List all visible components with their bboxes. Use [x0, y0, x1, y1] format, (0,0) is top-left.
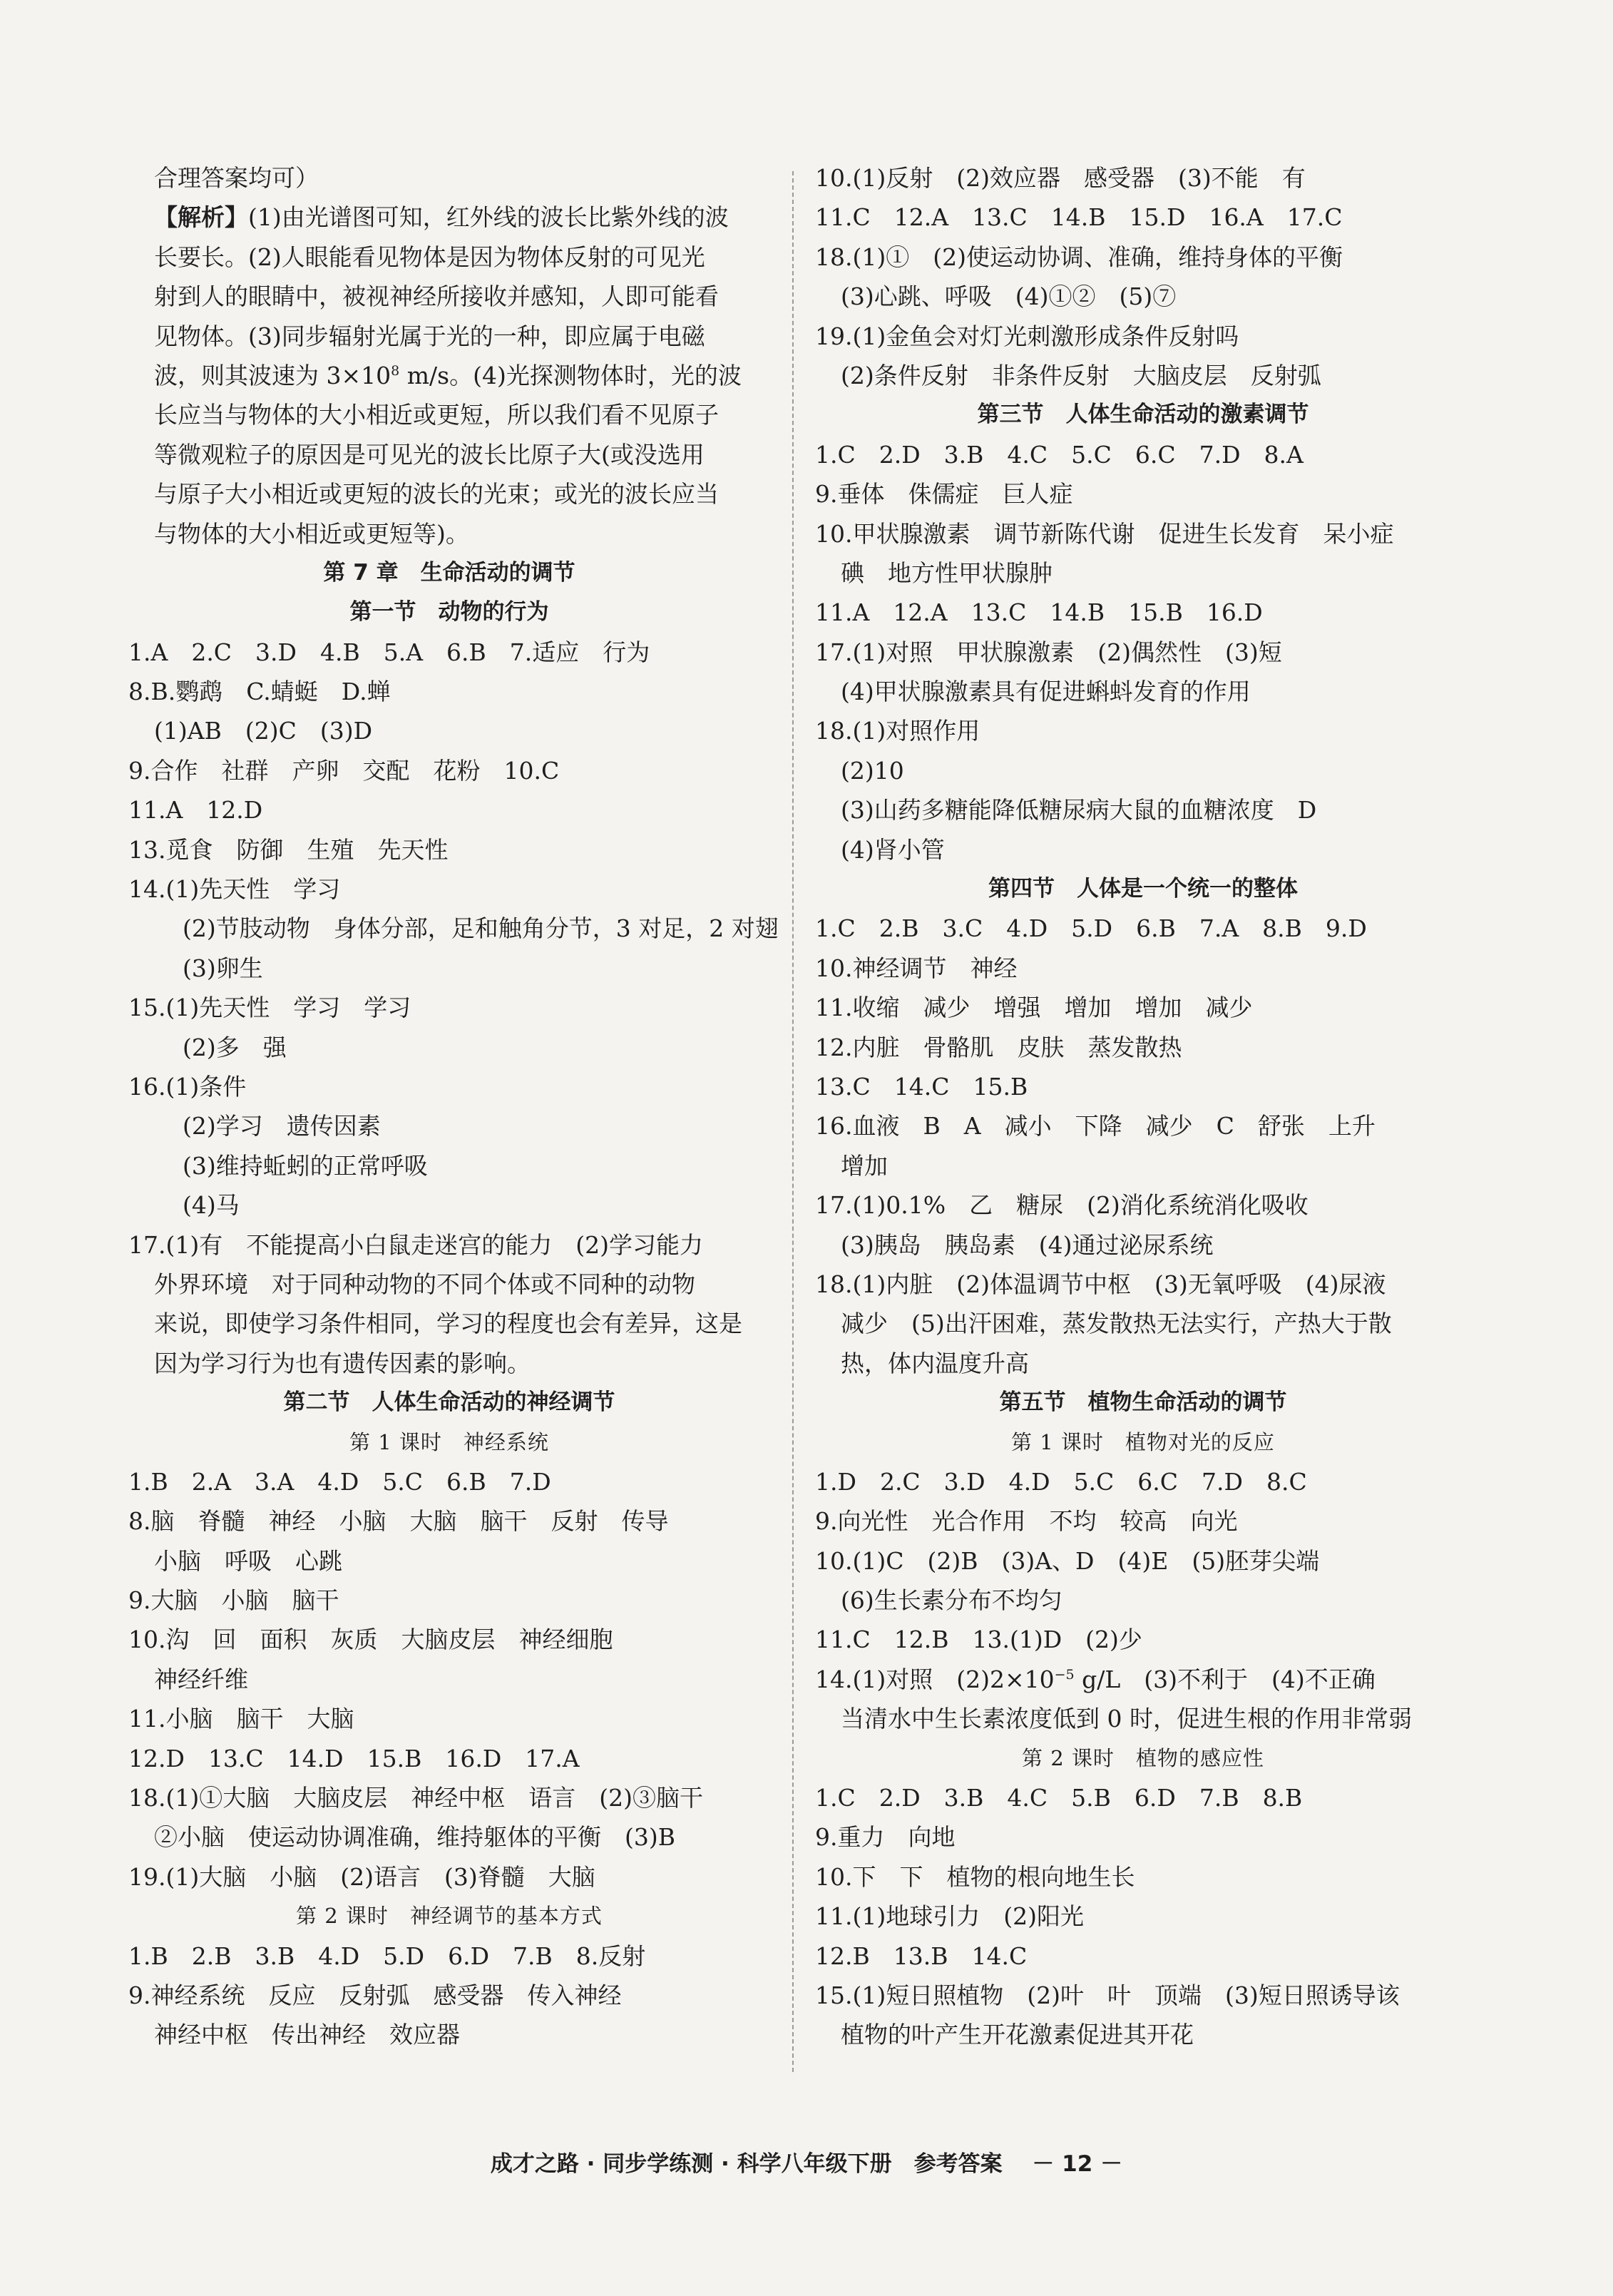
answer-line — [815, 1462, 1471, 1501]
answer-line — [815, 1699, 1471, 1738]
line-text: 第一节 动物的行为 — [349, 599, 549, 626]
page-footer: 成才之路 · 同步学练测 · 科学八年级下册 参考答案 － 12 － — [490, 2151, 1123, 2177]
line-text: 18.(1)① (2)使运动协调、准确，维持身体的平衡 — [815, 243, 1343, 271]
superscript: 8 — [391, 362, 400, 379]
answer-line — [815, 2015, 1471, 2054]
line-text: 10.下 下 植物的根向地生长 — [815, 1862, 1135, 1891]
answer-line — [815, 1976, 1471, 2015]
line-text: 19.(1)金鱼会对灯光刺激形成条件反射吗 — [815, 322, 1239, 350]
answer-line — [815, 909, 1471, 948]
answer-line — [128, 317, 770, 356]
line-text: 增加 — [841, 1151, 888, 1180]
lesson-heading — [128, 1897, 770, 1936]
answer-line — [815, 1937, 1471, 1976]
answer-line — [128, 238, 770, 277]
line-text: 11.C 12.A 13.C 14.B 15.D 16.A 17.C — [815, 203, 1343, 232]
answer-line — [128, 158, 770, 198]
line-text: (3)胰岛 胰岛素 (4)通过泌尿系统 — [841, 1230, 1214, 1259]
line-text: 1.B 2.B 3.B 4.D 5.D 6.D 7.B 8.反射 — [128, 1942, 646, 1970]
answer-line — [815, 593, 1471, 632]
line-text: 第五节 植物生命活动的调节 — [999, 1389, 1287, 1416]
line-text: (1)AB (2)C (3)D — [154, 717, 373, 745]
line-text: 第 1 课时 神经系统 — [349, 1429, 549, 1454]
line-text: 8.B.鹦鹉 C.蜻蜓 D.蝉 — [128, 678, 391, 706]
line-text-rest: g/L (3)不利于 (4)不正确 — [1074, 1665, 1376, 1693]
superscript: −5 — [1054, 1666, 1075, 1683]
line-text: 10.甲状腺激素 调节新陈代谢 促进生长发育 呆小症 — [815, 519, 1394, 548]
answer-line — [128, 1501, 770, 1541]
answer-line — [815, 1028, 1471, 1067]
answer-line — [128, 1185, 770, 1225]
line-text: 1.C 2.D 3.B 4.C 5.B 6.D 7.B 8.B — [815, 1784, 1303, 1812]
line-text: 第三节 人体生命活动的激素调节 — [977, 402, 1309, 428]
answer-line — [128, 514, 770, 553]
answer-line — [815, 672, 1471, 711]
line-text: 9.垂体 侏儒症 巨人症 — [815, 480, 1073, 509]
answer-line — [815, 1265, 1471, 1304]
answer-line — [815, 238, 1471, 277]
line-text: 第四节 人体是一个统一的整体 — [988, 876, 1298, 902]
answer-line — [815, 830, 1471, 869]
answer-line — [815, 1344, 1471, 1383]
answer-line — [128, 1067, 770, 1106]
answer-line — [128, 909, 779, 948]
answer-line — [128, 1344, 770, 1383]
line-text: 1.C 2.B 3.C 4.D 5.D 6.B 7.A 8.B 9.D — [815, 914, 1367, 943]
line-text: 9.合作 社群 产卵 交配 花粉 10.C — [128, 756, 560, 785]
line-text-rest: (1)由光谱图可知，红外线的波长比紫外线的波 — [248, 203, 729, 232]
section-heading — [128, 593, 770, 632]
answer-line — [128, 1739, 770, 1778]
answer-line — [815, 198, 1471, 237]
line-text: (6)生长素分布不均匀 — [841, 1586, 1062, 1615]
answer-line — [815, 949, 1471, 988]
line-text: 11.收缩 减少 增强 增加 增加 减少 — [815, 994, 1253, 1022]
answer-line — [815, 1185, 1471, 1225]
answer-line — [128, 1817, 770, 1857]
section-heading — [128, 553, 770, 593]
answer-line — [815, 633, 1471, 672]
line-text: 15.(1)短日照植物 (2)叶 叶 顶端 (3)短日照诱导该 — [815, 1981, 1400, 2009]
answer-line — [128, 988, 770, 1027]
line-text: 第 2 课时 神经调节的基本方式 — [296, 1904, 603, 1929]
line-text: 长要长。(2)人眼能看见物体是因为物体反射的可见光 — [154, 243, 705, 271]
line-text: 16.(1)条件 — [128, 1072, 247, 1101]
line-text: (3)维持蚯蚓的正常呼吸 — [183, 1151, 428, 1180]
line-text: 小脑 呼吸 心跳 — [154, 1546, 342, 1575]
line-text: 14.(1)先天性 学习 — [128, 875, 341, 904]
answer-line — [815, 988, 1471, 1027]
column-divider — [792, 171, 794, 2072]
line-text: 13.觅食 防御 生殖 先天性 — [128, 835, 449, 864]
line-text: 减少 (5)出汗困难，蒸发散热无法实行，产热大于散 — [841, 1310, 1392, 1338]
answer-line — [128, 1857, 770, 1897]
answer-line — [128, 1699, 770, 1738]
line-text: 外界环境 对于同种动物的不同个体或不同种的动物 — [154, 1270, 695, 1298]
line-text: 神经中枢 传出神经 效应器 — [154, 2021, 460, 2049]
line-text: 17.(1)0.1% 乙 糖尿 (2)消化系统消化吸收 — [815, 1191, 1309, 1220]
answer-line — [815, 1897, 1471, 1936]
answer-line — [815, 277, 1471, 316]
answer-line — [815, 317, 1471, 356]
line-text: 18.(1)①大脑 大脑皮层 神经中枢 语言 (2)③脑干 — [128, 1784, 703, 1812]
answer-line — [128, 1146, 770, 1185]
line-text: 第 7 章 生命活动的调节 — [323, 559, 575, 586]
line-text: 射到人的眼睛中，被视神经所接收并感知，人即可能看 — [154, 282, 719, 311]
answer-line — [128, 633, 770, 672]
right-column — [815, 158, 1471, 2055]
answer-line — [815, 711, 1471, 750]
answer-line — [815, 1146, 1471, 1185]
answer-line — [128, 2015, 770, 2054]
answer-line — [815, 1857, 1471, 1897]
answer-line — [815, 514, 1471, 553]
line-text: (3)心跳、呼吸 (4)①② (5)⑦ — [841, 282, 1177, 311]
line-text: 因为学习行为也有遗传因素的影响。 — [154, 1349, 531, 1377]
line-text: 神经纤维 — [154, 1665, 248, 1693]
answer-line — [815, 1225, 1471, 1265]
lesson-heading — [128, 1423, 770, 1462]
line-text: 见物体。(3)同步辐射光属于光的一种，即应属于电磁 — [154, 322, 705, 350]
answer-line — [128, 1976, 770, 2015]
answer-line — [815, 1620, 1471, 1659]
answer-line — [815, 553, 1471, 593]
line-text: (3)卵生 — [183, 954, 263, 982]
answer-line — [128, 1462, 770, 1501]
line-text: 合理答案均可） — [154, 164, 319, 192]
answer-line — [128, 1937, 770, 1976]
line-text: 第二节 人体生命活动的神经调节 — [283, 1389, 615, 1416]
answer-line — [128, 949, 770, 988]
line-text: 10.(1)反射 (2)效应器 感受器 (3)不能 有 — [815, 164, 1306, 192]
line-text: 17.(1)对照 甲状腺激素 (2)偶然性 (3)短 — [815, 638, 1282, 666]
line-text: 1.C 2.D 3.B 4.C 5.C 6.C 7.D 8.A — [815, 440, 1304, 469]
answer-line — [815, 1106, 1471, 1146]
answer-line — [815, 1778, 1471, 1817]
line-text: (2)10 — [841, 756, 904, 785]
answer-line — [128, 1660, 770, 1699]
line-text: (4)马 — [183, 1191, 240, 1220]
answer-line — [128, 198, 770, 237]
line-text: 16.血液 B A 减小 下降 减少 C 舒张 上升 — [815, 1112, 1376, 1141]
answer-line — [815, 1660, 1471, 1699]
line-text: 12.内脏 骨骼肌 皮肤 蒸发散热 — [815, 1033, 1182, 1061]
line-text: 长应当与物体的大小相近或更短，所以我们看不见原子 — [154, 401, 719, 429]
line-text: 热，体内温度升高 — [841, 1349, 1029, 1377]
line-text: (4)甲状腺激素具有促进蝌蚪发育的作用 — [841, 678, 1251, 706]
line-text: (2)学习 遗传因素 — [183, 1112, 381, 1141]
answer-line — [128, 474, 770, 514]
line-text: 10.沟 回 面积 灰质 大脑皮层 神经细胞 — [128, 1626, 613, 1654]
answer-line — [128, 277, 770, 316]
line-text-rest: m/s。(4)光探测物体时，光的波 — [399, 361, 742, 389]
line-text: 植物的叶产生开花激素促进其开花 — [841, 2021, 1194, 2049]
line-text: (2)节肢动物 身体分部，足和触角分节，3 对足，2 对翅 — [183, 914, 779, 943]
answer-line — [128, 711, 770, 750]
line-text: 8.脑 脊髓 神经 小脑 大脑 脑干 反射 传导 — [128, 1507, 669, 1536]
answer-line — [815, 751, 1471, 790]
answer-line — [128, 1028, 770, 1067]
answer-line — [128, 790, 770, 830]
answer-line — [128, 1265, 770, 1304]
answer-line — [815, 435, 1471, 474]
line-text: 1.B 2.A 3.A 4.D 5.C 6.B 7.D — [128, 1467, 551, 1496]
line-text: 11.(1)地球引力 (2)阳光 — [815, 1902, 1084, 1931]
line-text: 第 1 课时 植物对光的反应 — [1011, 1429, 1275, 1454]
line-text: 18.(1)内脏 (2)体温调节中枢 (3)无氧呼吸 (4)尿液 — [815, 1270, 1386, 1298]
line-text: 9.大脑 小脑 脑干 — [128, 1586, 339, 1615]
line-text: 1.A 2.C 3.D 4.B 5.A 6.B 7.适应 行为 — [128, 638, 650, 666]
answer-line — [128, 1225, 770, 1265]
line-text: 【解析】 — [154, 203, 248, 232]
answer-line — [815, 1817, 1471, 1857]
line-text: 10.神经调节 神经 — [815, 954, 1018, 982]
answer-line — [128, 1620, 770, 1659]
line-text: 第 2 课时 植物的感应性 — [1022, 1745, 1264, 1770]
answer-line — [128, 672, 770, 711]
answer-line — [815, 790, 1471, 830]
answer-line — [128, 395, 770, 434]
line-text: (4)肾小管 — [841, 835, 945, 864]
section-heading — [128, 1383, 770, 1422]
line-text: 1.D 2.C 3.D 4.D 5.C 6.C 7.D 8.C — [815, 1467, 1307, 1496]
line-text: 当清水中生长素浓度低到 0 时，促进生根的作用非常弱 — [841, 1705, 1412, 1733]
line-text: 11.C 12.B 13.(1)D (2)少 — [815, 1626, 1142, 1654]
answer-line — [128, 1304, 770, 1343]
lesson-heading — [815, 1423, 1471, 1462]
answer-line — [815, 474, 1471, 514]
answer-line — [128, 1778, 770, 1817]
answer-line — [128, 1541, 770, 1581]
line-text: 12.B 13.B 14.C — [815, 1942, 1028, 1970]
line-text: 碘 地方性甲状腺肿 — [841, 558, 1053, 587]
answer-line — [815, 356, 1471, 395]
line-text: 与原子大小相近或更短的波长的光束；或光的波长应当 — [154, 480, 719, 509]
line-text: 9.重力 向地 — [815, 1823, 956, 1852]
line-text: (3)山药多糖能降低糖尿病大鼠的血糖浓度 D — [841, 796, 1317, 825]
line-text: 11.A 12.D — [128, 796, 263, 825]
line-text: 9.向光性 光合作用 不均 较高 向光 — [815, 1507, 1238, 1536]
line-text: 9.神经系统 反应 反射弧 感受器 传入神经 — [128, 1981, 622, 2009]
answer-line — [128, 1581, 770, 1620]
section-heading — [815, 395, 1471, 434]
answer-line — [128, 1106, 770, 1146]
line-text: 来说，即使学习条件相同，学习的程度也会有差异，这是 — [154, 1310, 742, 1338]
line-text: 10.(1)C (2)B (3)A、D (4)E (5)胚芽尖端 — [815, 1546, 1320, 1575]
line-text: ②小脑 使运动协调准确，维持躯体的平衡 (3)B — [154, 1823, 675, 1852]
answer-line — [815, 158, 1471, 198]
answer-line — [128, 435, 770, 474]
line-text: 15.(1)先天性 学习 学习 — [128, 994, 411, 1022]
section-heading — [815, 1383, 1471, 1422]
left-column — [128, 158, 779, 2055]
lesson-heading — [815, 1739, 1471, 1778]
answer-line — [128, 869, 770, 909]
line-text: 19.(1)大脑 小脑 (2)语言 (3)脊髓 大脑 — [128, 1862, 595, 1891]
line-text: 波，则其波速为 3×10 — [154, 361, 391, 389]
answer-line — [815, 1304, 1471, 1343]
line-text: 与物体的大小相近或更短等)。 — [154, 519, 469, 548]
line-text: 18.(1)对照作用 — [815, 717, 980, 745]
line-text: 14.(1)对照 (2)2×10 — [815, 1665, 1055, 1693]
line-text: (2)条件反射 非条件反射 大脑皮层 反射弧 — [841, 361, 1321, 389]
line-text: 17.(1)有 不能提高小白鼠走迷宫的能力 (2)学习能力 — [128, 1230, 703, 1259]
section-heading — [815, 869, 1471, 909]
answer-line — [815, 1067, 1471, 1106]
line-text: 等微观粒子的原因是可见光的波长比原子大(或没选用 — [154, 440, 705, 469]
line-text: 11.A 12.A 13.C 14.B 15.B 16.D — [815, 598, 1263, 627]
line-text: 11.小脑 脑干 大脑 — [128, 1705, 354, 1733]
answer-line — [815, 1581, 1471, 1620]
answer-line — [128, 356, 770, 395]
answer-line — [128, 751, 770, 790]
answer-line — [815, 1501, 1471, 1541]
line-text: (2)多 强 — [183, 1033, 287, 1061]
line-text: 12.D 13.C 14.D 15.B 16.D 17.A — [128, 1744, 580, 1772]
answer-line — [128, 830, 770, 869]
answer-line — [815, 1541, 1471, 1581]
line-text: 13.C 14.C 15.B — [815, 1072, 1028, 1101]
